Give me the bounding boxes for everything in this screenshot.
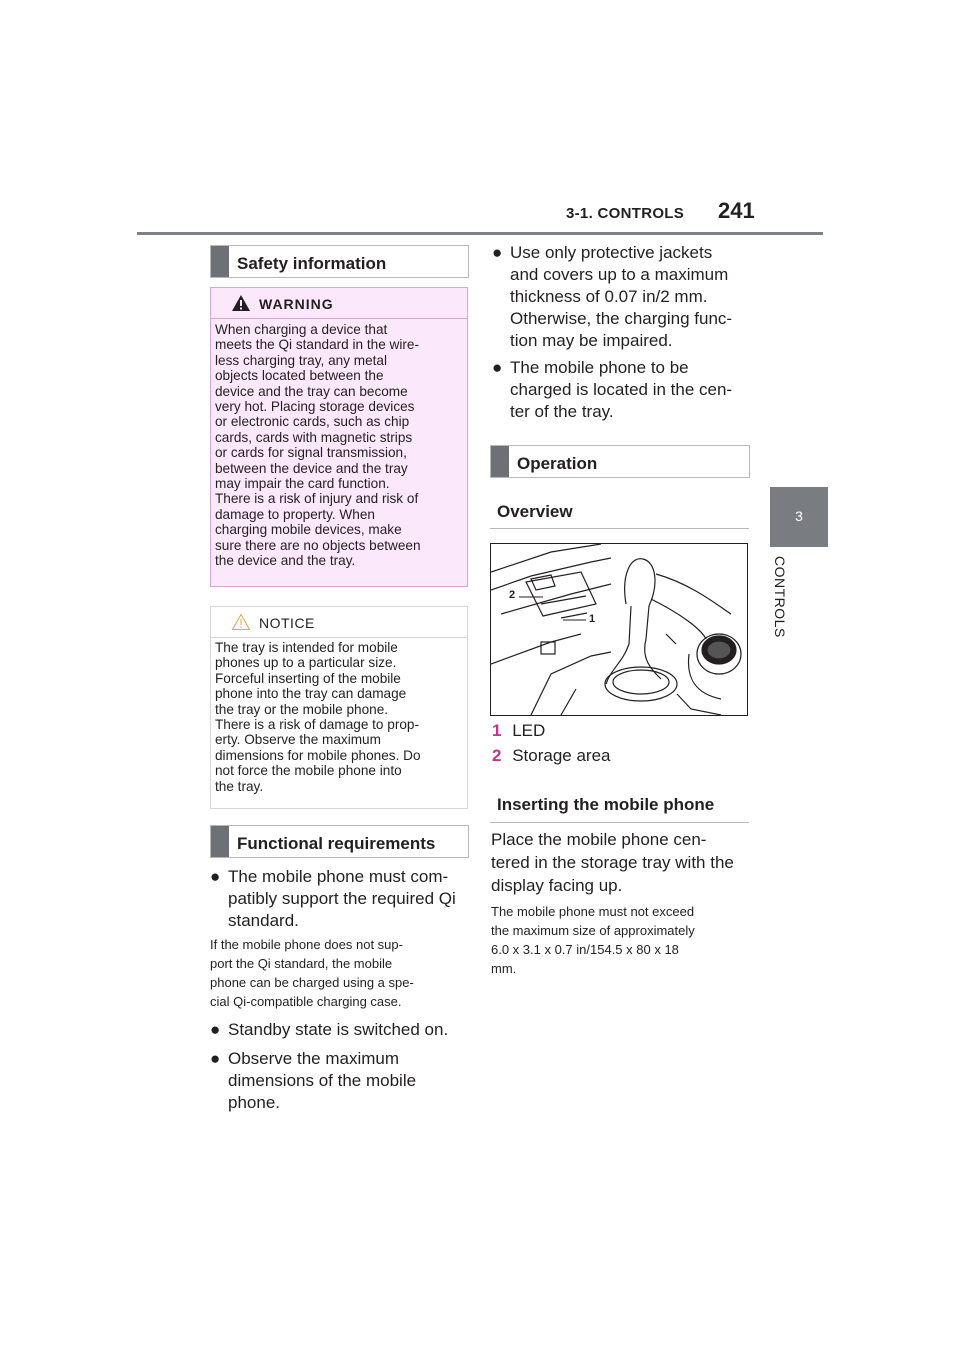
safety-information-heading bbox=[210, 245, 469, 278]
warning-triangle-icon bbox=[231, 294, 251, 312]
para-line: Place the mobile phone cen- bbox=[491, 830, 707, 849]
bullet-line: thickness of 0.07 in/2 mm. bbox=[510, 287, 708, 306]
bullet-qi-standard bbox=[210, 866, 470, 932]
notice-line: erty. Observe the maximum bbox=[215, 732, 381, 748]
bullet-line: Standby state is switched on. bbox=[228, 1020, 449, 1039]
note-line: 6.0 x 3.1 x 0.7 in/154.5 x 80 x 18 bbox=[491, 942, 679, 957]
note-line: phone can be charged using a spe- bbox=[210, 975, 414, 990]
functional-heading-text: Functional requirements bbox=[237, 834, 436, 853]
qi-note bbox=[210, 935, 470, 1011]
warning-line: between the device and the tray bbox=[215, 460, 408, 476]
warning-line: charging mobile devices, make bbox=[215, 522, 402, 538]
functional-requirements-heading bbox=[210, 825, 469, 858]
bullet-standby bbox=[210, 1019, 470, 1041]
bullet-icon: ● bbox=[210, 1020, 221, 1039]
legend-text: Storage area bbox=[512, 746, 611, 765]
warning-line: device and the tray can become bbox=[215, 383, 408, 399]
chapter-label: CONTROLS bbox=[772, 556, 788, 638]
note-line: cial Qi-compatible charging case. bbox=[210, 994, 402, 1009]
bullet-text bbox=[228, 1019, 448, 1041]
bullet-line: ter of the tray. bbox=[510, 402, 614, 421]
chapter-tab bbox=[770, 487, 828, 547]
notice-line: dimensions for mobile phones. Do bbox=[215, 747, 421, 763]
notice-box bbox=[210, 606, 468, 809]
overview-heading: Overview bbox=[497, 502, 573, 521]
legend-item bbox=[492, 746, 611, 766]
bullet-text bbox=[510, 242, 732, 352]
legend-number: 2 bbox=[492, 746, 502, 765]
warning-line: meets the Qi standard in the wire- bbox=[215, 337, 419, 353]
bullet-protective-jackets bbox=[492, 242, 757, 354]
header-rule bbox=[137, 232, 823, 235]
notice-triangle-icon bbox=[231, 613, 251, 631]
note-line: If the mobile phone does not sup- bbox=[210, 937, 403, 952]
notice-line: the tray or the mobile phone. bbox=[215, 701, 389, 717]
bullet-text bbox=[228, 1048, 416, 1114]
legend-text: LED bbox=[512, 721, 546, 740]
para-line: display facing up. bbox=[491, 876, 623, 895]
bullet-line: Use only protective jackets bbox=[510, 243, 713, 262]
warning-line: objects located between the bbox=[215, 368, 384, 384]
bullet-text bbox=[510, 357, 732, 423]
warning-text bbox=[215, 322, 465, 569]
notice-line: phone into the tray can damage bbox=[215, 686, 407, 702]
operation-heading bbox=[490, 445, 750, 478]
notice-line: phones up to a particular size. bbox=[215, 655, 397, 671]
notice-line: There is a risk of damage to prop- bbox=[215, 717, 419, 733]
bullet-line: Observe the maximum bbox=[228, 1049, 399, 1068]
bullet-line: Otherwise, the charging func- bbox=[510, 309, 733, 328]
warning-line: cards, cards with magnetic strips bbox=[215, 429, 413, 445]
bullet-line: dimensions of the mobile bbox=[228, 1071, 417, 1090]
notice-line: The tray is intended for mobile bbox=[215, 640, 398, 655]
bullet-icon: ● bbox=[492, 358, 503, 377]
bullet-dimensions bbox=[210, 1048, 470, 1114]
section-title: 3-1. CONTROLS bbox=[566, 205, 685, 222]
warning-line: damage to property. When bbox=[215, 506, 375, 522]
warning-line: very hot. Placing storage devices bbox=[215, 399, 415, 415]
bullet-line: The mobile phone must com- bbox=[228, 867, 449, 886]
warning-line: When charging a device that bbox=[215, 322, 388, 337]
bullet-line: and covers up to a maximum bbox=[510, 265, 729, 284]
safety-heading-text: Safety information bbox=[237, 254, 387, 273]
notice-title: NOTICE bbox=[259, 615, 315, 631]
notice-line: not force the mobile phone into bbox=[215, 763, 402, 779]
bullet-icon: ● bbox=[210, 867, 221, 886]
warning-line: There is a risk of injury and risk of bbox=[215, 491, 419, 507]
warning-line: or electronic cards, such as chip bbox=[215, 414, 410, 430]
inserting-paragraph bbox=[491, 828, 756, 897]
bullet-line: The mobile phone to be bbox=[510, 358, 689, 377]
legend-item bbox=[492, 721, 545, 741]
notice-line: the tray. bbox=[215, 778, 264, 794]
bullet-line: tion may be impaired. bbox=[510, 331, 673, 350]
notice-header bbox=[211, 607, 467, 638]
bullet-center-tray bbox=[492, 357, 757, 423]
notice-line: Forceful inserting of the mobile bbox=[215, 670, 401, 686]
bullet-line: phone. bbox=[228, 1093, 280, 1112]
overview-rule bbox=[490, 528, 749, 529]
bullet-icon: ● bbox=[210, 1049, 221, 1068]
note-line: The mobile phone must not exceed bbox=[491, 904, 695, 919]
console-drawing bbox=[491, 544, 747, 715]
note-line: the maximum size of approximately bbox=[491, 923, 695, 938]
notice-text bbox=[215, 640, 465, 794]
inserting-heading: Inserting the mobile phone bbox=[497, 795, 715, 814]
inserting-rule bbox=[490, 822, 749, 823]
warning-title: WARNING bbox=[259, 296, 334, 312]
warning-box bbox=[210, 287, 468, 587]
bullet-icon: ● bbox=[492, 243, 503, 262]
para-line: tered in the storage tray with the bbox=[491, 853, 734, 872]
note-line: port the Qi standard, the mobile bbox=[210, 956, 393, 971]
chapter-number: 3 bbox=[795, 508, 803, 524]
warning-line: or cards for signal transmission, bbox=[215, 445, 407, 461]
bullet-line: charged is located in the cen- bbox=[510, 380, 733, 399]
bullet-text bbox=[228, 866, 456, 932]
bullet-line: standard. bbox=[228, 911, 299, 930]
warning-line: sure there are no objects between bbox=[215, 537, 421, 553]
size-note bbox=[491, 902, 756, 978]
warning-line: the device and the tray. bbox=[215, 553, 356, 569]
page-number: 241 bbox=[718, 198, 755, 223]
operation-heading-text: Operation bbox=[517, 454, 598, 473]
warning-line: may impair the card function. bbox=[215, 476, 390, 492]
callout-2: 2 bbox=[509, 589, 516, 601]
warning-line: less charging tray, any metal bbox=[215, 352, 388, 368]
callout-1: 1 bbox=[589, 613, 596, 625]
warning-header bbox=[211, 288, 467, 319]
legend-number: 1 bbox=[492, 721, 502, 740]
note-line: mm. bbox=[491, 961, 517, 976]
center-console-illustration bbox=[490, 543, 748, 716]
bullet-line: patibly support the required Qi bbox=[228, 889, 456, 908]
